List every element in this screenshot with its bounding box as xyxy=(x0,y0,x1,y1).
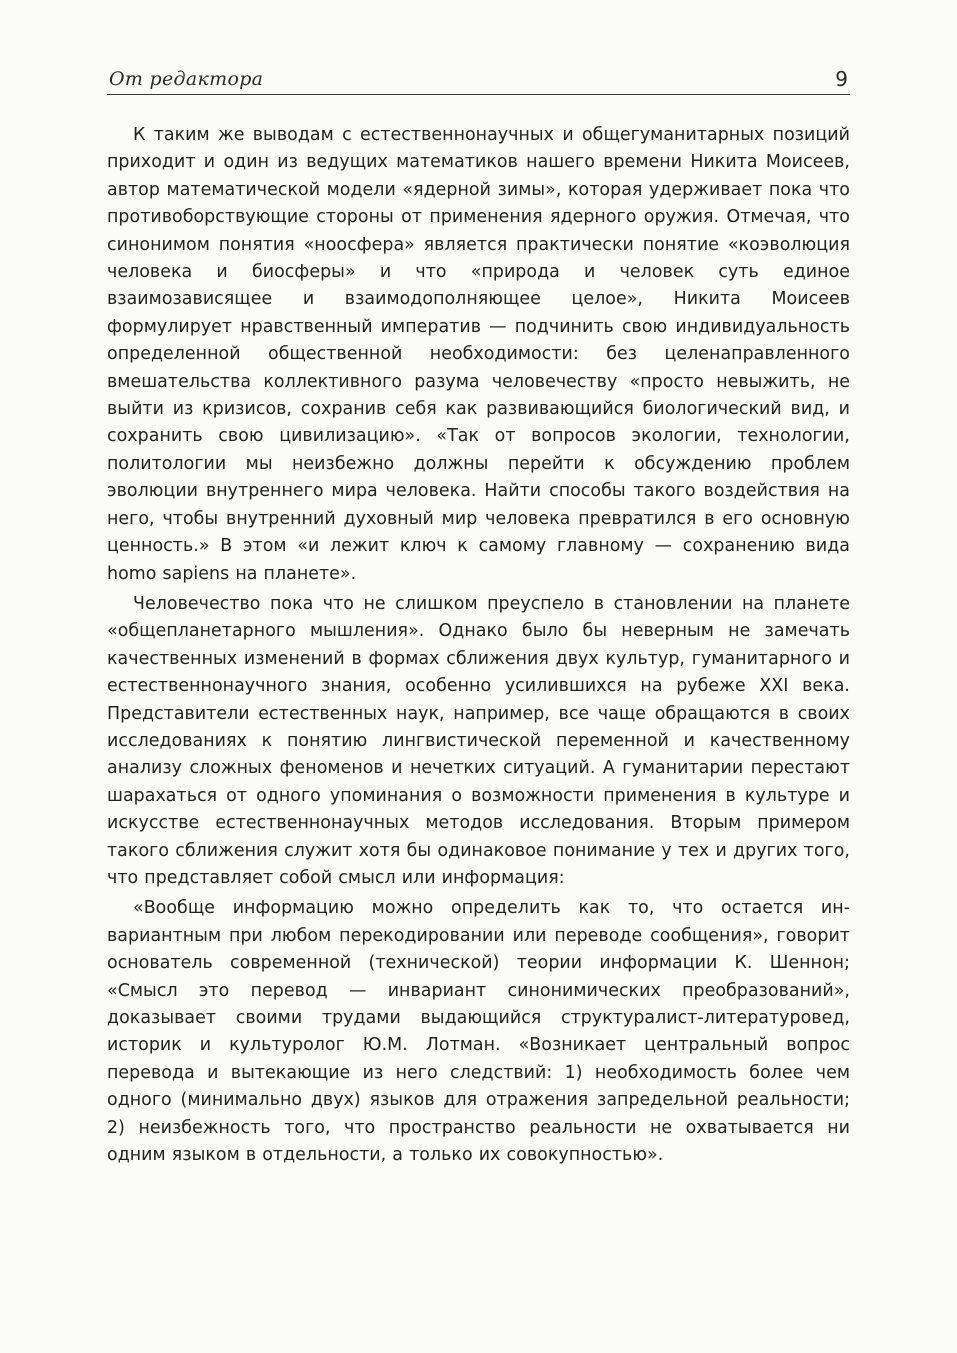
running-header xyxy=(107,58,850,95)
page-number: 9 xyxy=(835,67,848,91)
paragraph-1: К таким же выводам с естественнонаучных и общегуманитарных позиций приходит и один из ведущих математиков нашего времени Никита Моисеев, автор математической модели «ядерной зимы», которая удерживает пока что противоборствующие стороны от применения ядерного оружия. Отмечая, что синонимом понятия «ноосфера» является практически понятие «коэволюция человека и биосферы» и что «природа и человек суть единое взаимозависящее и взаимодополняющее целое», Никита Моисеев формулирует нравственный императив — подчинить свою индивидуальность определенной общественной необходимости: без целенаправленного вмешательства коллективного разума человечеству «просто невыжить, не выйти из кризисов, сохранив себя как развивающийся биологический вид, и сохранить свою цивилизацию». «Так от вопросов экологии, технологии, политологии мы неизбежно должны перейти к обсуждению проблем эволюции внутреннего мира человека. Найти способы такого воздействия на него, чтобы внутренний духовный мир человека превратился в его основную ценность.» В этом «и лежит ключ к самому главному — сохранению вида homo sapiens на планете». xyxy=(107,125,850,584)
running-header-title: От редактора xyxy=(109,68,264,90)
paragraph-2: Человечество пока что не слишком преуспело в становлении на планете «общепланетарного мышления». Однако было бы неверным не замечать качественных изменений в формах сближения двух культур, гуманитарного и естественнонаучного знания, особенно усилившихся на рубеже XXI века. Представители естественных наук, например, все чаще обращаются в своих исследованиях к понятию лингвистической переменной и качественному анализу сложных феноменов и нечетких ситуаций. А гуманитарии перестают шарахаться от одного упоминания о возможности применения в культуре и искусстве естественнонаучных методов исследования. Вторым примером такого сближения служит хотя бы одинаковое понимание у тех и других того, что представляет собой смысл или информация: xyxy=(107,593,850,888)
body-text xyxy=(107,122,850,1172)
paragraph-3: «Вообще информацию можно определить как то, что остается инвариантным при любом перекодировании или переводе сообщения», говорит основатель современной (технической) теории информации К. Шеннон; «Смысл это перевод — инвариант синонимических преобразований», доказывает своими трудами выдающийся структуралист-литературовед, историк и культуролог Ю.М. Лотман. «Возникает центральный вопрос перевода и вытекающие из него следствий: 1) необходимость более чем одного (минимально двух) языков для отражения запредельной реальности; 2) неизбежность того, что пространство реальности не охватывается ни одним языком в отдельности, а только их совокупностью». xyxy=(107,898,850,1166)
